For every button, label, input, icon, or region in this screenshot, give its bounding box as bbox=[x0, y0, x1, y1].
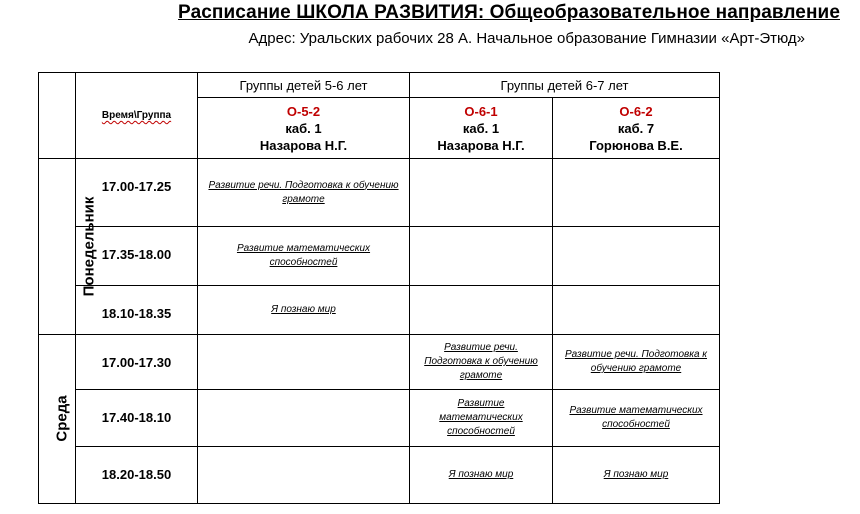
time-slot: 17.00-17.25 bbox=[76, 159, 198, 227]
group-room: каб. 1 bbox=[462, 120, 500, 136]
table-row bbox=[39, 159, 720, 227]
lesson-cell bbox=[198, 390, 410, 447]
page-title-wrap bbox=[0, 2, 860, 24]
time-slot: 17.35-18.00 bbox=[76, 227, 198, 286]
group-header bbox=[553, 98, 720, 159]
lesson-cell bbox=[410, 286, 553, 335]
group-header bbox=[410, 98, 553, 159]
lesson-cell: Развитие речи. Подготовка к обучению грамоте bbox=[410, 335, 553, 390]
corner-cell bbox=[39, 73, 76, 159]
time-slot: 17.00-17.30 bbox=[76, 335, 198, 390]
time-slot: 18.20-18.50 bbox=[76, 447, 198, 504]
time-slot: 17.40-18.10 bbox=[76, 390, 198, 447]
day-name: Среда bbox=[53, 395, 71, 442]
group-header bbox=[198, 98, 410, 159]
schedule-table bbox=[38, 72, 720, 504]
group-code: О-5-2 bbox=[286, 103, 321, 119]
lesson-cell bbox=[553, 227, 720, 286]
lesson-cell: Я познаю мир bbox=[553, 447, 720, 504]
group-teacher: Назарова Н.Г. bbox=[259, 137, 348, 153]
page-subtitle: Адрес: Уральских рабочих 28 А. Начальное образование Гимназии «Арт-Этюд» bbox=[248, 30, 805, 47]
lesson-cell: Развитие речи. Подготовка к обучению грамоте bbox=[553, 335, 720, 390]
table-row bbox=[39, 335, 720, 390]
lesson-cell bbox=[198, 335, 410, 390]
day-label-monday bbox=[39, 159, 98, 335]
lesson-cell bbox=[553, 159, 720, 227]
lesson-cell: Развитие математических способностей bbox=[198, 227, 410, 286]
age-group-header: Группы детей 5-6 лет bbox=[198, 73, 410, 98]
lesson-cell bbox=[410, 159, 553, 227]
lesson-cell: Я познаю мир bbox=[198, 286, 410, 335]
day-name: Понедельник bbox=[80, 196, 98, 296]
table-row bbox=[39, 447, 720, 504]
lesson-cell: Развитие речи. Подготовка к обучению грамоте bbox=[198, 159, 410, 227]
lesson-cell: Я познаю мир bbox=[410, 447, 553, 504]
group-teacher: Горюнова В.Е. bbox=[589, 137, 683, 153]
age-group-header: Группы детей 6-7 лет bbox=[410, 73, 720, 98]
group-room: каб. 1 bbox=[285, 120, 322, 136]
page-title: Расписание ШКОЛА РАЗВИТИЯ: Общеобразовательное направление bbox=[178, 2, 840, 23]
page-subtitle-wrap bbox=[0, 30, 860, 47]
table-row bbox=[39, 227, 720, 286]
group-teacher: Назарова Н.Г. bbox=[437, 137, 525, 153]
lesson-cell bbox=[410, 227, 553, 286]
table-row bbox=[39, 286, 720, 335]
table-row bbox=[39, 390, 720, 447]
group-code: О-6-2 bbox=[619, 103, 653, 119]
lesson-cell: Развитие математических способностей bbox=[553, 390, 720, 447]
time-slot: 18.10-18.35 bbox=[76, 286, 198, 335]
lesson-cell bbox=[553, 286, 720, 335]
lesson-cell bbox=[198, 447, 410, 504]
group-code: О-6-1 bbox=[464, 103, 498, 119]
group-room: каб. 7 bbox=[617, 120, 655, 136]
time-group-label: Время\Группа bbox=[101, 110, 172, 121]
lesson-cell: Развитие математических способностей bbox=[410, 390, 553, 447]
time-group-header bbox=[76, 73, 198, 159]
day-label-wednesday bbox=[39, 335, 76, 504]
